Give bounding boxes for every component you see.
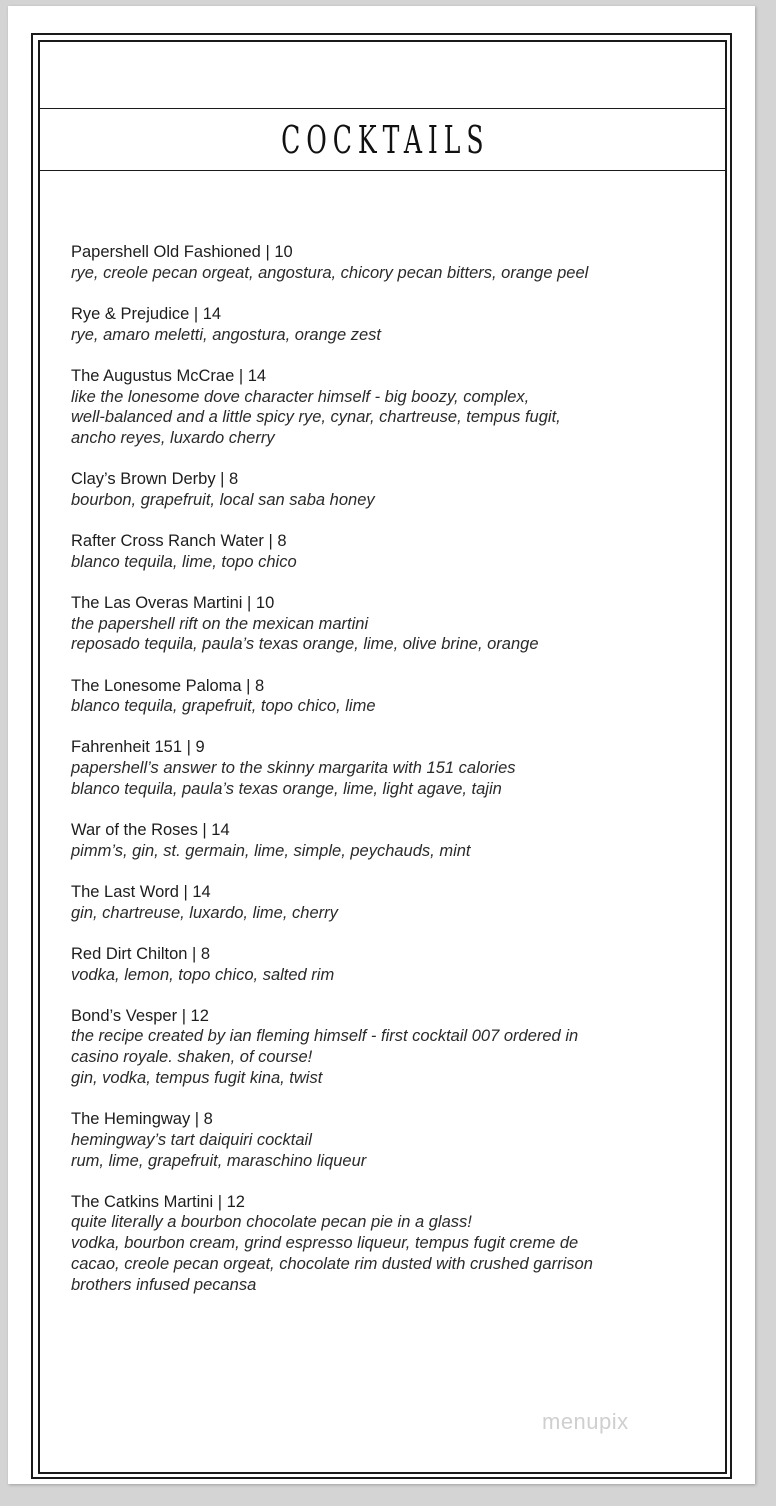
menu-item (71, 531, 711, 572)
cocktail-description: gin, vodka, tempus fugit kina, twist (71, 1068, 323, 1087)
cocktail-name: Rafter Cross Ranch Water | 8 (71, 532, 287, 551)
menu-item (71, 1192, 711, 1296)
cocktail-name: The Hemingway | 8 (71, 1110, 213, 1129)
cocktail-name: Rye & Prejudice | 14 (71, 304, 222, 323)
menu-item (71, 737, 711, 799)
cocktail-name: The Lonesome Paloma | 8 (71, 676, 265, 695)
cocktail-description: hemingway’s tart daiquiri cocktail (71, 1130, 312, 1149)
cocktail-name: The Catkins Martini | 12 (71, 1192, 245, 1211)
cocktail-description: blanco tequila, paula’s texas orange, lime, light agave, tajin (71, 779, 502, 798)
cocktail-description: bourbon, grapefruit, local san saba honey (71, 490, 375, 509)
cocktail-description: rye, creole pecan orgeat, angostura, chicory pecan bitters, orange peel (71, 263, 589, 282)
menu-item (71, 366, 711, 449)
menu-item (71, 242, 711, 283)
cocktail-description: well-balanced and a little spicy rye, cynar, chartreuse, tempus fugit, (71, 408, 561, 427)
cocktail-name: The Last Word | 14 (71, 882, 211, 901)
cocktail-description: cacao, creole pecan orgeat, chocolate rim dusted with crushed garrison (71, 1254, 593, 1273)
cocktail-list (71, 242, 711, 1316)
cocktail-description: rye, amaro meletti, angostura, orange zest (71, 325, 381, 344)
cocktail-description: brothers infused pecansa (71, 1275, 257, 1294)
cocktail-description: pimm’s, gin, st. germain, lime, simple, peychauds, mint (71, 841, 471, 860)
cocktail-description: vodka, bourbon cream, grind espresso liqueur, tempus fugit creme de (71, 1234, 579, 1253)
menu-item (71, 820, 711, 861)
menu-item (71, 304, 711, 345)
cocktail-name: Red Dirt Chilton | 8 (71, 944, 211, 963)
cocktail-description: like the lonesome dove character himself - big boozy, complex, (71, 387, 530, 406)
menu-item (71, 1006, 711, 1089)
cocktail-name: The Las Overas Martini | 10 (71, 593, 275, 612)
menu-item (71, 593, 711, 655)
cocktail-description: papershell’s answer to the skinny margarita with 151 calories (71, 759, 516, 778)
cocktail-description: the recipe created by ian fleming himself - first cocktail 007 ordered in (71, 1027, 579, 1046)
cocktail-name: Clay’s Brown Derby | 8 (71, 470, 239, 489)
cocktail-name: The Augustus McCrae | 14 (71, 366, 267, 385)
cocktail-description: rum, lime, grapefruit, maraschino liqueur (71, 1151, 367, 1170)
menu-sheet (8, 6, 755, 1484)
cocktail-name: Fahrenheit 151 | 9 (71, 738, 205, 757)
cocktail-name: Bond’s Vesper | 12 (71, 1006, 209, 1025)
cocktail-description: the papershell rift on the mexican martini (71, 614, 369, 633)
title-band (40, 108, 725, 171)
menu-item (71, 882, 711, 923)
cocktail-description: quite literally a bourbon chocolate pecan pie in a glass! (71, 1213, 472, 1232)
page-title: COCKTAILS (281, 117, 490, 162)
menu-item (71, 469, 711, 510)
cocktail-description: casino royale. shaken, of course! (71, 1048, 313, 1067)
cocktail-description: gin, chartreuse, luxardo, lime, cherry (71, 903, 338, 922)
menupix-watermark: menupix (542, 1409, 629, 1434)
cocktail-description: reposado tequila, paula’s texas orange, lime, olive brine, orange (71, 635, 539, 654)
cocktail-description: blanco tequila, grapefruit, topo chico, lime (71, 697, 376, 716)
menu-item (71, 1109, 711, 1171)
cocktail-description: ancho reyes, luxardo cherry (71, 428, 275, 447)
cocktail-name: Papershell Old Fashioned | 10 (71, 243, 293, 261)
cocktail-description: blanco tequila, lime, topo chico (71, 552, 297, 571)
menu-item (71, 944, 711, 985)
cocktail-description: vodka, lemon, topo chico, salted rim (71, 965, 335, 984)
menu-item (71, 676, 711, 717)
cocktail-name: War of the Roses | 14 (71, 821, 230, 840)
